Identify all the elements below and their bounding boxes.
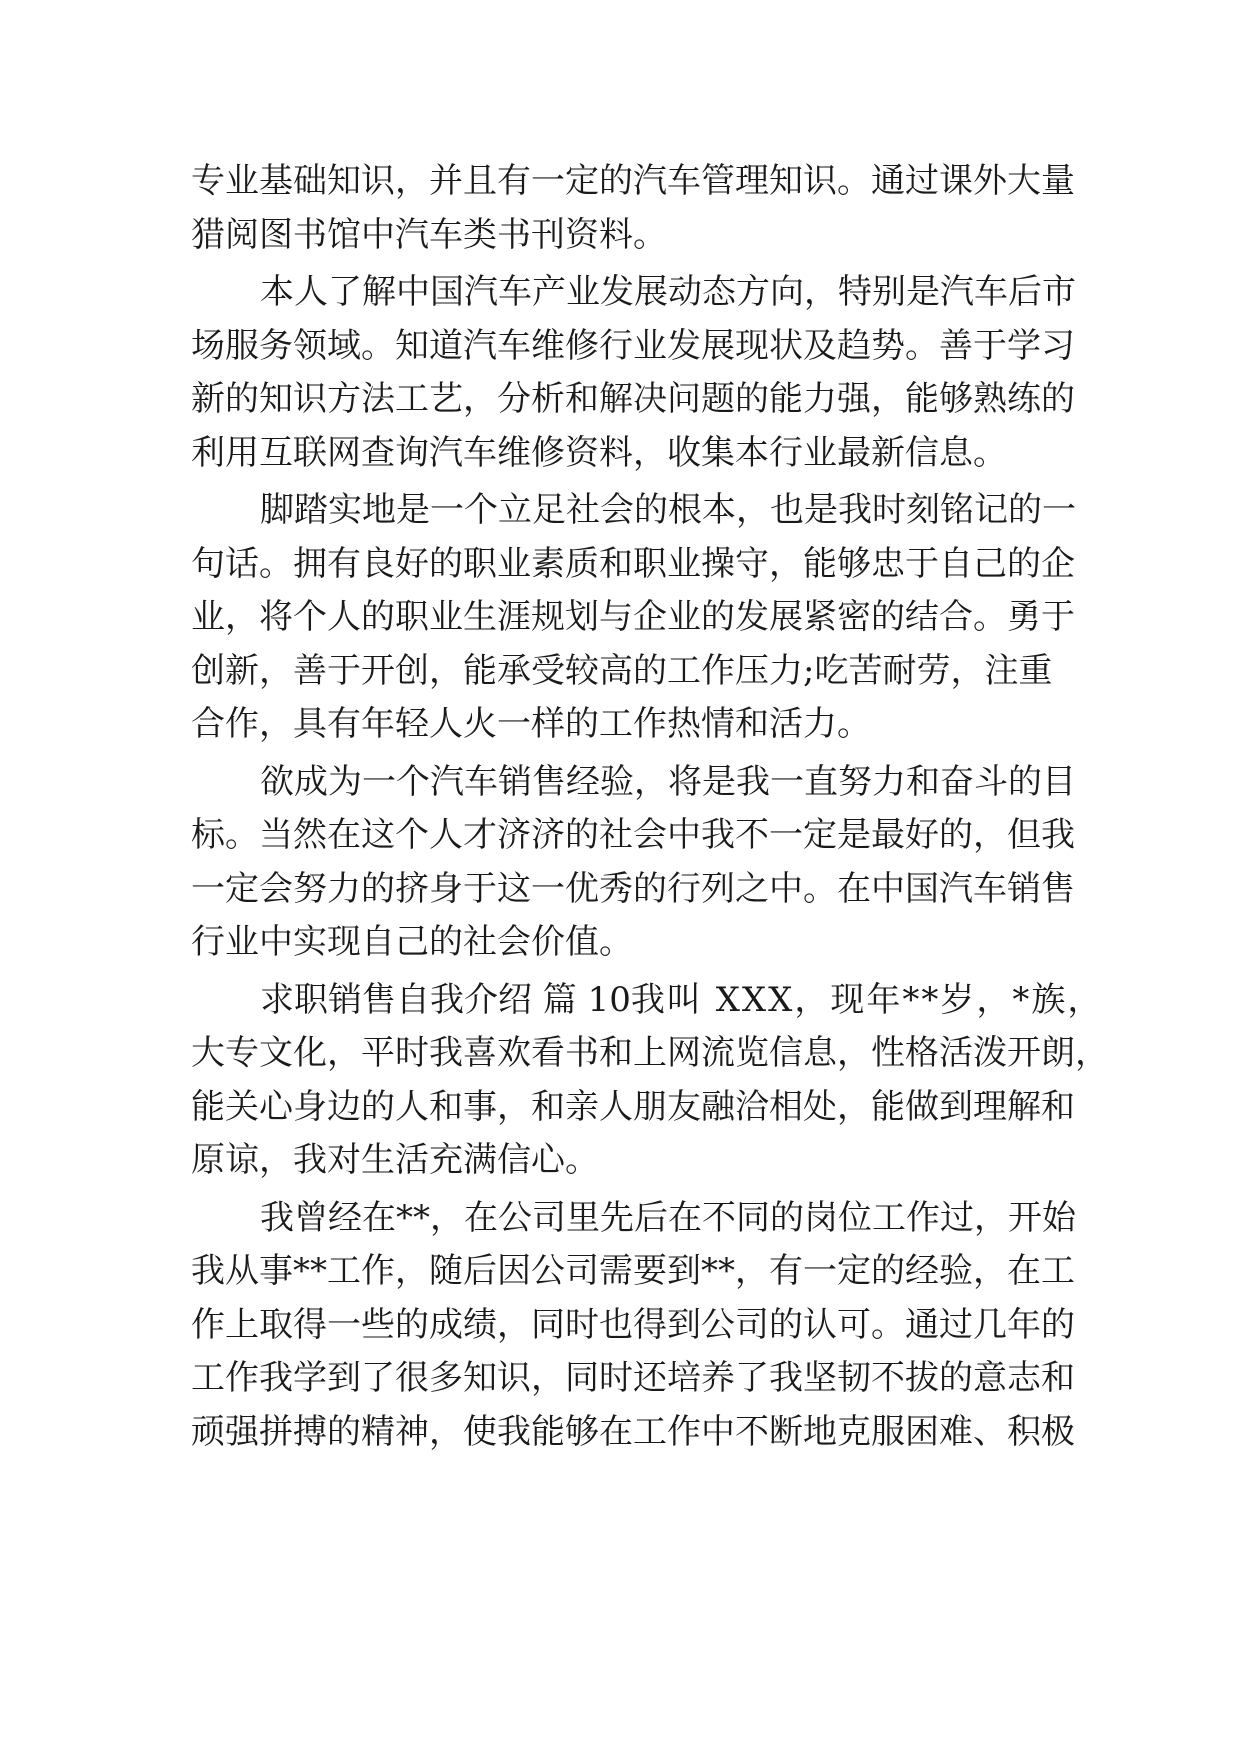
paragraph-line: 新的知识方法工艺，分析和解决问题的能力强，能够熟练的 bbox=[191, 379, 1075, 419]
paragraph-5 bbox=[191, 974, 1109, 1188]
paragraph-1 bbox=[191, 155, 1075, 262]
paragraph-line: 本人了解中国汽车产业发展动态方向，特别是汽车后市 bbox=[260, 272, 1076, 312]
paragraph-line: 顽强拼搏的精神，使我能够在工作中不断地克服困难、积极 bbox=[191, 1411, 1075, 1452]
paragraph-line: 专业基础知识，并且有一定的汽车管理知识。通过课外大量 bbox=[191, 161, 1075, 201]
paragraph-line: 我曾经在**，在公司里先后在不同的岗位工作过，开始 bbox=[260, 1197, 1076, 1238]
paragraph-line: 脚踏实地是一个立足社会的根本，也是我时刻铭记的一 bbox=[260, 490, 1076, 530]
paragraph-line: 能关心身边的人和事，和亲人朋友融洽相处，能做到理解和 bbox=[191, 1086, 1075, 1127]
paragraph-line: 猎阅图书馆中汽车类书刊资料。 bbox=[191, 214, 667, 255]
paragraph-line: 欲成为一个汽车销售经验，将是我一直努力和奋斗的目 bbox=[260, 761, 1076, 802]
paragraph-line: 创新，善于开创，能承受较高的工作压力;吃苦耐劳，注重 bbox=[191, 650, 1053, 691]
paragraph-line: 业，将个人的职业生涯规划与企业的发展紧密的结合。勇于 bbox=[191, 597, 1075, 637]
paragraph-2 bbox=[191, 266, 1076, 480]
paragraph-line: 标。当然在这个人才济济的社会中我不一定是最好的，但我 bbox=[191, 815, 1075, 855]
paragraph-line: 合作，具有年轻人火一样的工作热情和活力。 bbox=[191, 704, 871, 744]
section-heading-line bbox=[191, 974, 1104, 1028]
paragraph-line: 场服务领域。知道汽车维修行业发展现状及趋势。善于学习 bbox=[191, 325, 1075, 366]
paragraph-3 bbox=[191, 484, 1076, 752]
document-body bbox=[191, 155, 1109, 1459]
paragraph-line-start: 我叫 XXX，现年**岁，*族， bbox=[630, 979, 1104, 1020]
paragraph-line: 大专文化，平时我喜欢看书和上网流览信息，性格活泼开朗， bbox=[191, 1033, 1109, 1073]
paragraph-4 bbox=[191, 756, 1076, 970]
paragraph-line: 句话。拥有良好的职业素质和职业操守，能够忠于自己的企 bbox=[191, 543, 1075, 584]
paragraph-line: 原谅，我对生活充满信心。 bbox=[191, 1140, 599, 1180]
paragraph-line: 一定会努力的挤身于这一优秀的行列之中。在中国汽车销售 bbox=[191, 868, 1075, 909]
paragraph-line: 作上取得一些的成绩，同时也得到公司的认可。通过几年的 bbox=[191, 1304, 1075, 1345]
paragraph-line: 我从事**工作，随后因公司需要到**，有一定的经验，在工 bbox=[191, 1251, 1075, 1291]
paragraph-line: 行业中实现自己的社会价值。 bbox=[191, 922, 633, 962]
paragraph-6 bbox=[191, 1192, 1076, 1460]
paragraph-line: 利用互联网查询汽车维修资料，收集本行业最新信息。 bbox=[191, 432, 1007, 473]
paragraph-line: 工作我学到了很多知识，同时还培养了我坚韧不拔的意志和 bbox=[191, 1358, 1075, 1398]
section-heading: 求职销售自我介绍 篇 10 bbox=[260, 979, 631, 1020]
